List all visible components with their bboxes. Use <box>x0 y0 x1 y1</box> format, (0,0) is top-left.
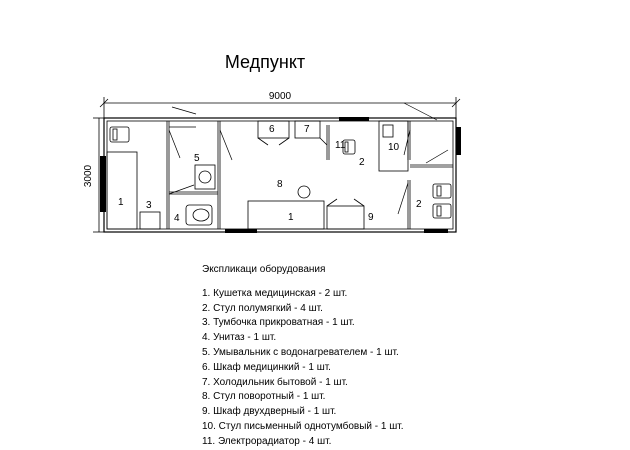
page-title: Медпункт <box>224 52 306 72</box>
label-medical-cabinet: 6 <box>269 124 275 135</box>
chair-right-bottom-back <box>437 206 441 216</box>
equipment-legend <box>202 263 404 450</box>
label-fridge: 7 <box>304 124 310 135</box>
legend-item: 6. Шкаф медицинкий - 1 шт. <box>202 361 331 373</box>
main-room-furniture <box>248 121 408 229</box>
windows <box>100 117 461 233</box>
interior-walls <box>167 121 453 229</box>
label-chairs-right: 2 <box>416 199 422 210</box>
label-writing-desk: 10 <box>388 142 400 153</box>
toilet <box>186 205 212 225</box>
nightstand <box>140 212 160 229</box>
fridge-door <box>320 138 327 145</box>
equipment-labels <box>118 124 422 224</box>
couch-left <box>107 152 137 229</box>
legend-item: 1. Кушетка медицинская - 2 шт. <box>202 287 348 299</box>
chair-left-back <box>113 129 117 140</box>
length-dimension-label: 9000 <box>268 91 292 102</box>
toilet-seat <box>193 209 209 221</box>
legend-item: 9. Шкаф двухдверный - 1 шт. <box>202 406 337 418</box>
legend-item: 10. Стул письменный однотумбовый - 1 шт. <box>202 420 404 432</box>
label-chair-main: 2 <box>359 157 365 168</box>
wardrobe-door-right <box>354 199 364 206</box>
label-couch-main: 1 <box>288 212 294 223</box>
sink <box>195 165 215 189</box>
chair-right-top-back <box>437 186 441 196</box>
label-toilet: 4 <box>174 213 180 224</box>
window-right <box>456 127 461 155</box>
chair-main-back <box>345 142 348 152</box>
swivel-chair <box>298 186 310 198</box>
chair-right-top <box>433 184 451 198</box>
legend-item: 3. Тумбочка прикроватная - 1 шт. <box>202 317 355 329</box>
cabinet-door-right <box>279 138 289 145</box>
legend-item: 8. Стул поворотный - 1 шт. <box>202 391 326 403</box>
left-room-furniture <box>107 127 160 229</box>
wardrobe <box>327 206 364 229</box>
door-swings <box>169 103 448 214</box>
cabinet-door-left <box>258 138 268 145</box>
label-wardrobe: 9 <box>368 212 374 223</box>
label-sink: 5 <box>194 153 200 164</box>
legend-item: 4. Унитаз - 1 шт. <box>202 332 277 344</box>
legend-item: 11. Электрорадиатор - 4 шт. <box>202 435 332 447</box>
bathroom-fixtures <box>186 165 215 225</box>
label-nightstand: 3 <box>146 200 152 211</box>
window-left <box>100 156 106 212</box>
legend-item: 2. Стул полумягкий - 4 шт. <box>202 302 323 314</box>
couch-main <box>248 201 324 229</box>
label-radiator: 11 <box>335 140 346 151</box>
desk-drawer <box>383 125 393 137</box>
right-room-furniture <box>433 184 451 218</box>
legend-heading: Экспликаци оборудования <box>202 264 326 275</box>
legend-item: 5. Умывальник с водонагревателем - 1 шт. <box>202 346 399 358</box>
outer-walls <box>104 118 456 232</box>
legend-item: 7. Холодильник бытовой - 1 шт. <box>202 376 348 388</box>
width-dimension-label: 3000 <box>83 164 94 188</box>
window-bottom-right <box>424 229 448 233</box>
window-bottom-left <box>225 229 257 233</box>
chair-right-bottom <box>433 204 451 218</box>
window-top <box>339 117 369 121</box>
sink-bowl <box>199 171 211 183</box>
label-swivel-chair: 8 <box>277 179 283 190</box>
wardrobe-door-left <box>327 199 337 206</box>
label-couch-left: 1 <box>118 197 124 208</box>
